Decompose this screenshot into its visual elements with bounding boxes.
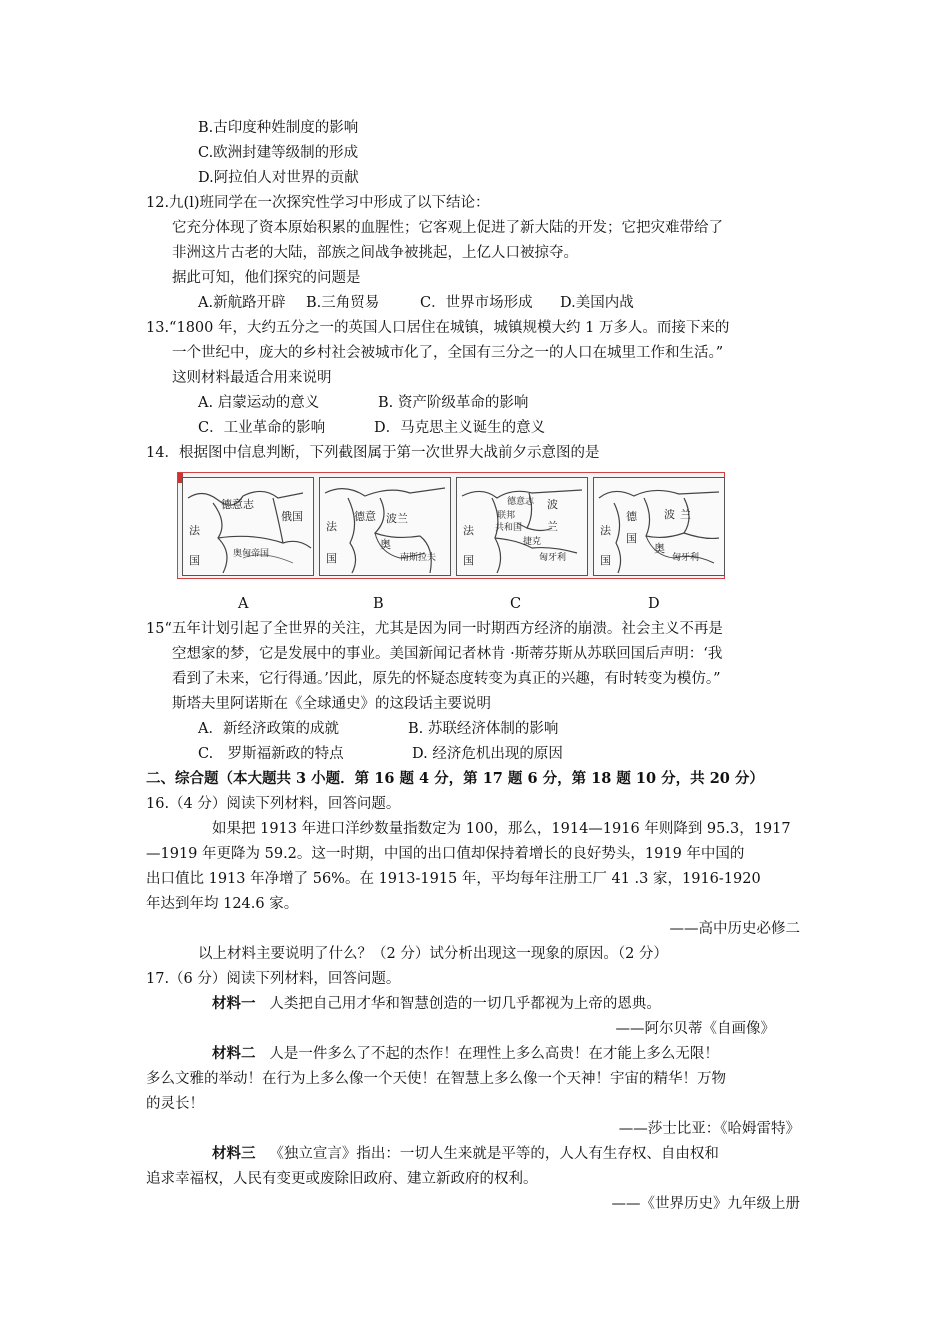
q17-m3-text1: 《独立宣言》指出：一切人生来就是平等的，人人有生存权、自由权和 [269, 1146, 719, 1162]
q16-source: ——高中历史必修二 [669, 921, 800, 937]
map-d-label-8: 匈牙利 [672, 553, 700, 563]
map-b [319, 477, 451, 576]
q12-option-c: C．世界市场形成 [420, 295, 533, 311]
q17-m1-source: ——阿尔贝蒂《自画像》 [615, 1021, 775, 1037]
q11-option-b: B.古印度种姓制度的影响 [198, 120, 359, 136]
map-b-label-5: 奥 [380, 538, 391, 551]
map-d-label-7: 奥 [654, 542, 665, 555]
map-d-label-3: 法 [600, 524, 611, 537]
map-d [593, 477, 725, 576]
q15-option-d: D. 经济危机出现的原因 [412, 746, 563, 762]
q13-line1: 13.“1800 年，大约五分之一的英国人口居住在城镇，城镇规模大约 1 万多人。而接下来的 [146, 320, 730, 336]
q14-map-strip [177, 472, 725, 579]
map-c-label-4: 法 [463, 524, 474, 537]
q15-options-row2 [198, 744, 563, 764]
q15-line2: 空想家的梦，它是发展中的事业。美国新闻记者林肯 ·斯蒂芬斯从苏联回国后声明：‘我 [172, 646, 723, 662]
q12-text-line1: 它充分体现了资本原始积累的血腥性；它客观上促进了新大陆的开发；它把灾难带给了 [172, 220, 723, 236]
map-a [182, 477, 314, 576]
q12-ask: 据此可知，他们探究的问题是 [172, 270, 361, 286]
map-c [456, 477, 588, 576]
q17-m3-text2: 追求幸福权，人民有变更或废除旧政府、建立新政府的权利。 [146, 1171, 538, 1187]
q14-letter-b: B [373, 596, 384, 612]
q14-letter-d: D [648, 596, 660, 612]
map-c-label-9: 匈牙利 [539, 553, 567, 563]
q13-options-row2 [198, 418, 545, 438]
q14-stem: 14．根据图中信息判断，下列截图属于第一次世界大战前夕示意图的是 [146, 445, 600, 461]
q17-stem: 17.（6 分）阅读下列材料，回答问题。 [146, 971, 401, 987]
q15-line4: 斯塔夫里阿诺斯在《全球通史》的这段话主要说明 [172, 696, 491, 712]
map-c-label-5: 国 [463, 554, 474, 567]
q12-options [198, 293, 634, 313]
q15-option-b: B. 苏联经济体制的影响 [408, 721, 559, 737]
q16-stem: 16.（4 分）阅读下列材料，回答问题。 [146, 796, 401, 812]
map-a-label-5: 奥匈帝国 [233, 549, 270, 559]
q17-material2 [212, 1044, 719, 1064]
q17-m2-text2: 多么文雅的举动！在行为上多么像一个天使！在智慧上多么像一个天神！宇宙的精华！万物 [146, 1071, 726, 1087]
q13-options-row1 [198, 393, 528, 413]
q17-m3-label: 材料三 [212, 1145, 256, 1162]
q15-options-row1 [198, 719, 558, 739]
map-d-label-4: 国 [600, 554, 611, 567]
q15-option-c: C. 罗斯福新政的特点 [198, 746, 344, 762]
q12-stem: 12.九(l)班同学在一次探究性学习中形成了以下结论： [146, 195, 490, 211]
q12-option-b: B.三角贸易 [306, 295, 380, 311]
q15-line3: 看到了未来，它行得通。’因此，原先的怀疑态度转变为真正的兴趣，有时转变为模仿。” [172, 671, 721, 687]
q16-para-line3: 出口值比 1913 年净增了 56%。在 1913-1915 年，平均每年注册工厂 41 .3 家，1916-1920 [146, 871, 761, 887]
q13-option-d: D．马克思主义诞生的意义 [374, 420, 546, 436]
q13-option-b: B. 资产阶级革命的影响 [378, 395, 529, 411]
q17-m2-source: ——莎士比亚：《哈姆雷特》 [618, 1121, 800, 1137]
q11-option-d: D.阿拉伯人对世界的贡献 [198, 170, 359, 186]
q17-m2-label: 材料二 [212, 1045, 256, 1062]
map-c-label-2: 联邦 [497, 511, 516, 521]
q12-option-d: D.美国内战 [560, 295, 634, 311]
q12-option-a: A.新航路开辟 [198, 295, 286, 311]
q12-text-line2: 非洲这片古老的大陆，部族之间战争被挑起，上亿人口被掠夺。 [172, 245, 578, 261]
q13-line2: 一个世纪中，庞大的乡村社会被城市化了，全国有三分之一的人口在城里工作和生活。” [172, 345, 724, 361]
q17-m1-text: 人类把自己用才华和智慧创造的一切几乎都视为上帝的恩典。 [269, 996, 661, 1012]
q17-material3 [212, 1144, 719, 1164]
q17-m3-source: ——《世界历史》九年级上册 [611, 1196, 800, 1212]
map-a-label-1: 德意志 [221, 498, 254, 511]
section2-heading: 二、综合题（本大题共 3 小题．第 16 题 4 分，第 17 题 6 分，第 18 题 10 分，共 20 分） [146, 770, 764, 787]
q17-material1 [212, 994, 661, 1014]
q17-m2-text1: 人是一件多么了不起的杰作！在理性上多么高贵！在才能上多么无限！ [269, 1046, 719, 1062]
map-d-label-6: 兰 [680, 508, 691, 521]
map-c-label-7: 兰 [547, 520, 558, 533]
map-a-label-4: 国 [189, 554, 200, 567]
map-d-borders [594, 478, 724, 575]
map-a-label-2: 俄国 [281, 510, 303, 523]
map-b-label-6: 南斯拉夫 [400, 553, 437, 563]
map-d-label-2: 国 [626, 532, 637, 545]
q17-m1-label: 材料一 [212, 995, 256, 1012]
map-b-label-3: 德意 [354, 510, 376, 523]
q16-para-line4: 年达到年均 124.6 家。 [146, 896, 299, 912]
q13-option-c: C．工业革命的影响 [198, 420, 326, 436]
map-d-label-1: 德 [626, 510, 637, 523]
q16-para-line1: 如果把 1913 年进口洋纱数量指数定为 100，那么，1914—1916 年则降到 95.3，1917 [212, 821, 791, 837]
q14-letter-a: A [238, 596, 249, 612]
map-a-label-3: 法 [189, 524, 200, 537]
q17-m2-text3: 的灵长！ [146, 1096, 204, 1112]
map-c-label-6: 波 [547, 498, 558, 511]
q13-line3: 这则材料最适合用来说明 [172, 370, 332, 386]
map-c-label-1: 德意志 [507, 497, 535, 507]
q13-option-a: A. 启蒙运动的意义 [198, 395, 320, 411]
map-c-label-8: 捷克 [523, 537, 542, 547]
map-d-label-5: 波 [664, 508, 675, 521]
map-c-label-3: 共和国 [495, 523, 523, 533]
map-b-label-2: 国 [326, 552, 337, 565]
q16-ask: 以上材料主要说明了什么？（2 分）试分析出现这一现象的原因。（2 分） [198, 946, 668, 962]
q15-line1: 15“五年计划引起了全世界的关注，尤其是因为同一时期西方经济的崩溃。社会主义不再是 [146, 621, 723, 637]
q14-letter-c: C [510, 596, 522, 612]
map-a-borders [183, 478, 313, 575]
map-b-label-1: 法 [326, 520, 337, 533]
q16-para-line2: —1919 年更降为 59.2。这一时期，中国的出口值却保持着增长的良好势头，1919 年中国的 [146, 846, 745, 862]
q11-option-c: C.欧洲封建等级制的形成 [198, 145, 359, 161]
q15-option-a: A．新经济政策的成就 [198, 721, 339, 737]
map-b-label-4: 波兰 [386, 512, 408, 525]
